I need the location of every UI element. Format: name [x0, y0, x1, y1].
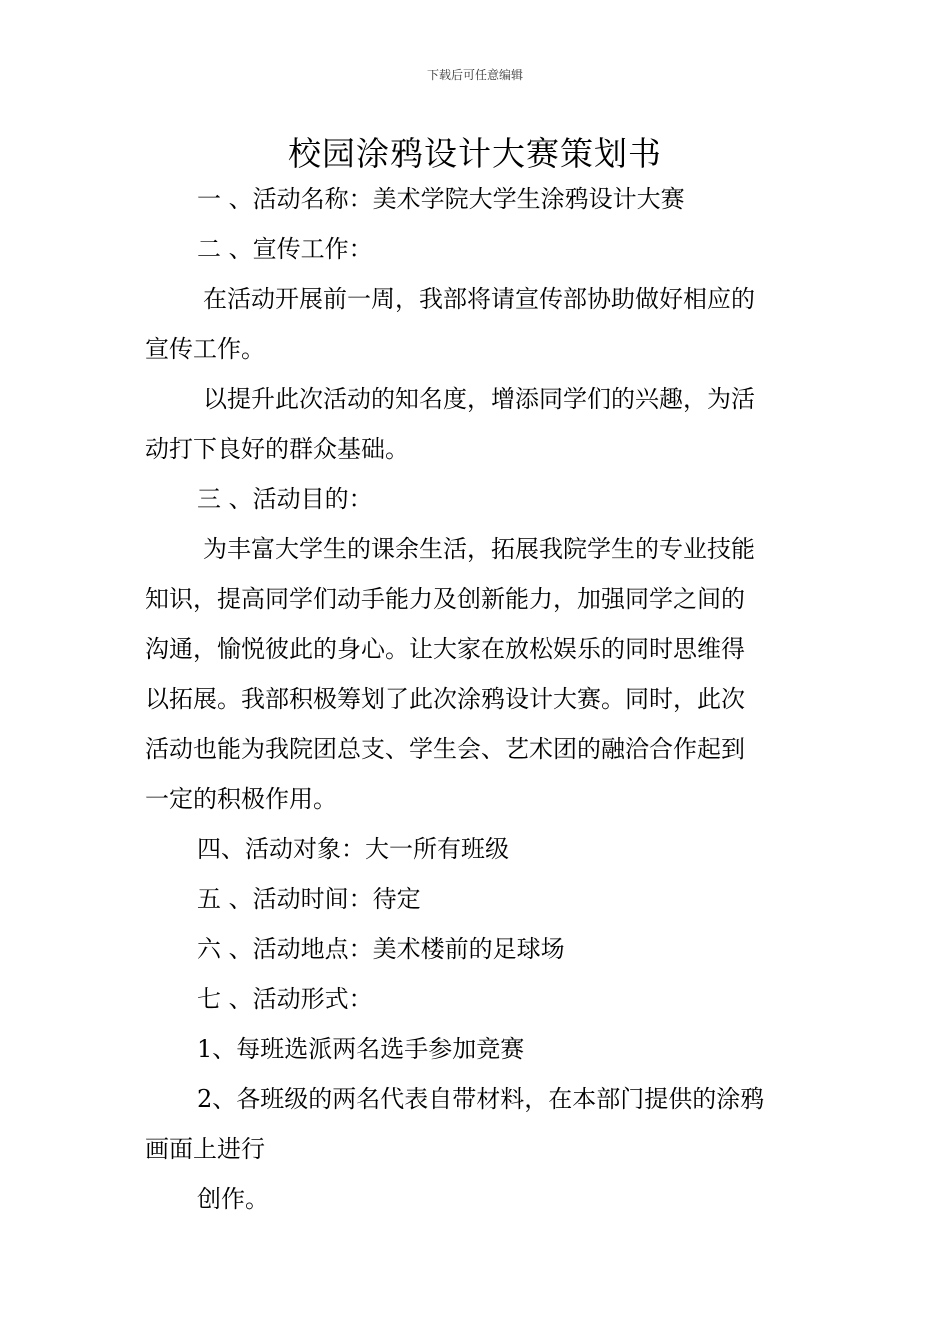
- section-time: 五 、活动时间：待定: [197, 885, 421, 913]
- paragraph-purpose-line-1: 为丰富大学生的课余生活，拓展我院学生的专业技能: [203, 535, 755, 563]
- paragraph-purpose-line-5: 活动也能为我院团总支、学生会、艺术团的融洽合作起到: [145, 735, 745, 763]
- paragraph-publicity-line-2: 宣传工作。: [145, 335, 265, 363]
- format-item-2-line-3: 创作。: [197, 1185, 269, 1213]
- document-body: [145, 174, 810, 1224]
- format-item-1: 1、每班选派两名选手参加竞赛: [197, 1035, 525, 1063]
- section-activity-name: 一 、活动名称：美术学院大学生涂鸦设计大赛: [197, 185, 685, 213]
- paragraph-purpose-line-2: 知识，提高同学们动手能力及创新能力，加强同学之间的: [145, 585, 745, 613]
- section-purpose-heading: 三 、活动目的：: [197, 485, 373, 513]
- section-publicity-heading: 二 、宣传工作：: [197, 235, 373, 263]
- format-item-2-line-2: 画面上进行: [145, 1135, 265, 1163]
- format-item-2-line-1: 2、各班级的两名代表自带材料，在本部门提供的涂鸦: [197, 1085, 765, 1113]
- document-title: 校园涂鸦设计大赛策划书: [288, 134, 662, 173]
- paragraph-goal-line-2: 动打下良好的群众基础。: [145, 435, 409, 463]
- paragraph-purpose-line-4: 以拓展。我部积极筹划了此次涂鸦设计大赛。同时，此次: [145, 685, 745, 713]
- paragraph-purpose-line-3: 沟通，愉悦彼此的身心。让大家在放松娱乐的同时思维得: [145, 635, 745, 663]
- header-note: 下载后可任意编辑: [426, 68, 523, 82]
- section-target: 四、活动对象：大一所有班级: [197, 835, 509, 863]
- section-location: 六 、活动地点：美术楼前的足球场: [197, 935, 565, 963]
- paragraph-purpose-line-6: 一定的积极作用。: [145, 785, 337, 813]
- section-format-heading: 七 、活动形式：: [197, 985, 373, 1013]
- paragraph-publicity-line-1: 在活动开展前一周，我部将请宣传部协助做好相应的: [203, 285, 755, 313]
- paragraph-goal-line-1: 以提升此次活动的知名度，增添同学们的兴趣，为活: [203, 385, 755, 413]
